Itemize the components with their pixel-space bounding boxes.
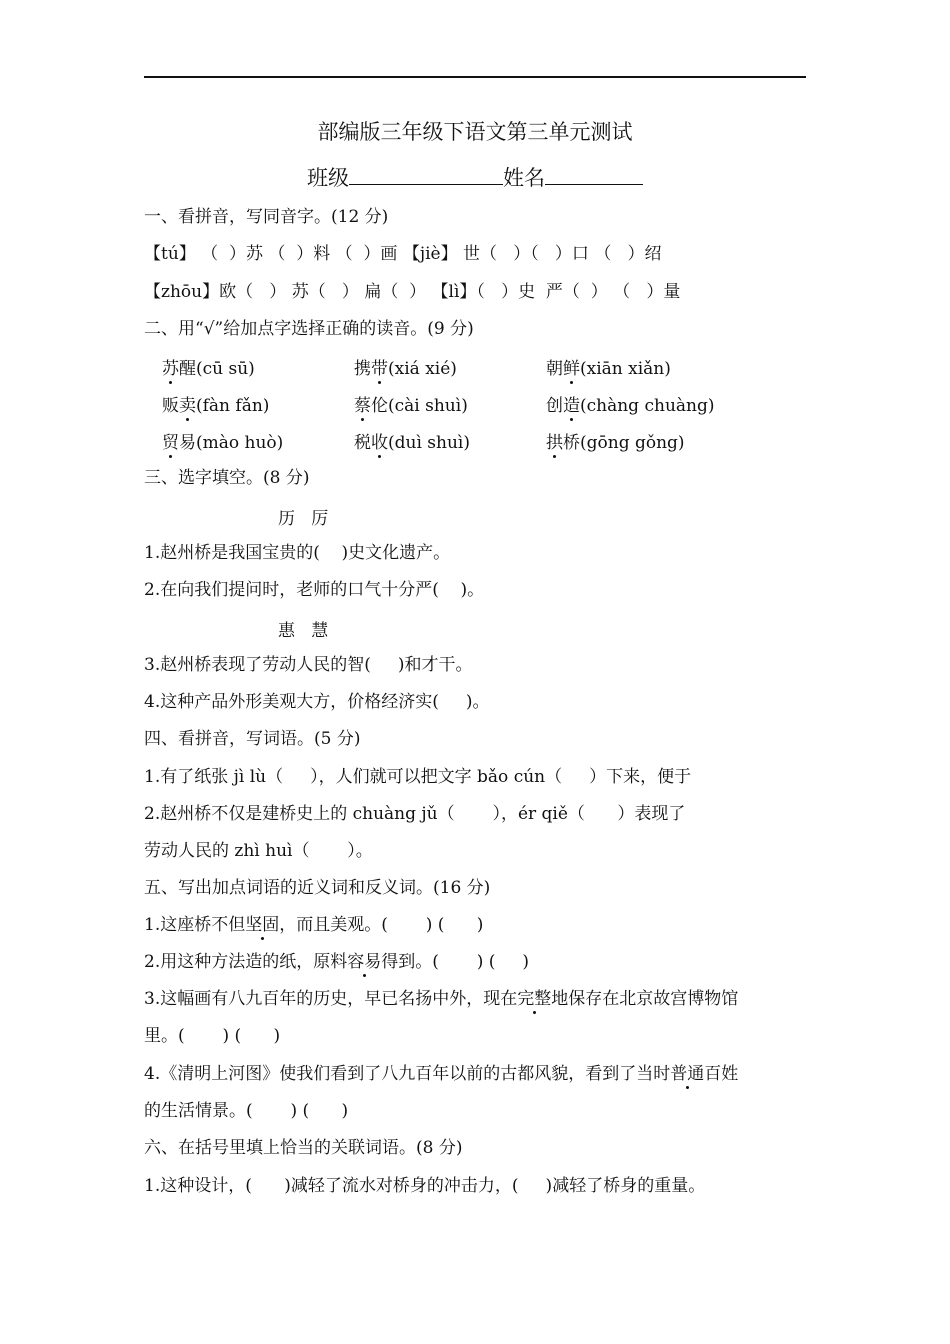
dotted-word: 容易 [347, 952, 382, 972]
dotted-word: 坚固 [245, 915, 280, 935]
s3-choice-2: 惠 慧 [278, 621, 329, 641]
dotted-char: 造 [563, 396, 580, 416]
s5-question-4: 4.《清明上河图》使我们看到了八九百年以前的古都风貌，看到了当时普通百姓 [144, 1064, 739, 1084]
dotted-char: 带 [371, 359, 388, 379]
s5-question-4-cont: 的生活情景。( ) ( ) [144, 1101, 349, 1121]
s4-question-1: 1.有了纸张 jì lù（ ），人们就可以把文字 bǎo cún（ ）下来，便于 [144, 767, 692, 787]
s5-question-2: 2.用这种方法造的纸，原料容易得到。( ) ( ) [144, 952, 530, 972]
dotted-word: 普通 [670, 1064, 705, 1084]
section-1-row-1: 【tú】 （ ）苏 （ ）料 （ ）画 【jiè】 世（ ）（ ）口 （ ）绍 [144, 244, 662, 264]
s2-item-1: 苏醒(cū sū) [162, 359, 255, 379]
section-2-heading: 二、用“√”给加点字选择正确的读音。(9 分) [144, 319, 474, 339]
s3-question-3: 3.赵州桥表现了劳动人民的智( )和才干。 [144, 655, 473, 675]
name-blank[interactable] [545, 164, 643, 185]
s5-question-1: 1.这座桥不但坚固，而且美观。( ) ( ) [144, 915, 484, 935]
dotted-char: 收 [371, 433, 388, 453]
section-5-heading: 五、写出加点词语的近义词和反义词。(16 分) [144, 878, 491, 898]
dotted-char: 鲜 [563, 359, 580, 379]
s5-question-3-cont: 里。( ) ( ) [144, 1026, 281, 1046]
s3-choice-1: 历 厉 [278, 509, 329, 529]
s4-question-2: 2.赵州桥不仅是建桥史上的 chuàng jǔ（ ），ér qiě（ ）表现了 [144, 804, 686, 824]
name-label: 姓名 [503, 166, 545, 190]
page-title: 部编版三年级下语文第三单元测试 [317, 120, 633, 144]
class-blank[interactable] [349, 164, 503, 185]
s3-question-2: 2.在向我们提问时，老师的口气十分严( )。 [144, 580, 485, 600]
class-label: 班级 [307, 166, 349, 190]
s2-item-3: 朝鲜(xiān xiǎn) [546, 359, 671, 379]
s2-item-8: 税收(duì shuì) [354, 433, 470, 453]
dotted-char: 拱 [546, 433, 563, 453]
section-3-heading: 三、选字填空。(8 分) [144, 468, 310, 488]
s2-item-9: 拱桥(gōng gǒng) [546, 433, 685, 453]
section-4-heading: 四、看拼音，写词语。(5 分) [144, 729, 361, 749]
s2-item-4: 贩卖(fàn fǎn) [162, 396, 270, 416]
s5-question-3: 3.这幅画有八九百年的历史，早已名扬中外，现在完整地保存在北京故宫博物馆 [144, 989, 739, 1009]
top-rule [144, 76, 806, 78]
s6-question-1: 1.这种设计，( )减轻了流水对桥身的冲击力，( )减轻了桥身的重量。 [144, 1176, 706, 1196]
class-name-line [0, 162, 950, 192]
dotted-char: 卖 [179, 396, 196, 416]
s3-question-1: 1.赵州桥是我国宝贵的( )史文化遗产。 [144, 543, 451, 563]
s2-item-6: 创造(chàng chuàng) [546, 396, 715, 416]
dotted-char: 苏 [162, 359, 179, 379]
section-1-row-2: 【zhōu】欧（ ） 苏（ ） 扁（ ） 【lì】（ ）史 严（ ） （ ）量 [144, 282, 681, 302]
s2-item-7: 贸易(mào huò) [162, 433, 284, 453]
dotted-word: 完整 [517, 989, 552, 1009]
dotted-char: 贸 [162, 433, 179, 453]
s3-question-4: 4.这种产品外形美观大方，价格经济实( )。 [144, 692, 490, 712]
s2-item-2: 携带(xiá xié) [354, 359, 457, 379]
s2-item-5: 蔡伦(cài shuì) [354, 396, 468, 416]
section-1-heading: 一、看拼音，写同音字。(12 分) [144, 207, 389, 227]
section-6-heading: 六、在括号里填上恰当的关联词语。(8 分) [144, 1138, 463, 1158]
dotted-char: 蔡 [354, 396, 371, 416]
s4-question-2-cont: 劳动人民的 zhì huì（ ）。 [144, 841, 373, 861]
